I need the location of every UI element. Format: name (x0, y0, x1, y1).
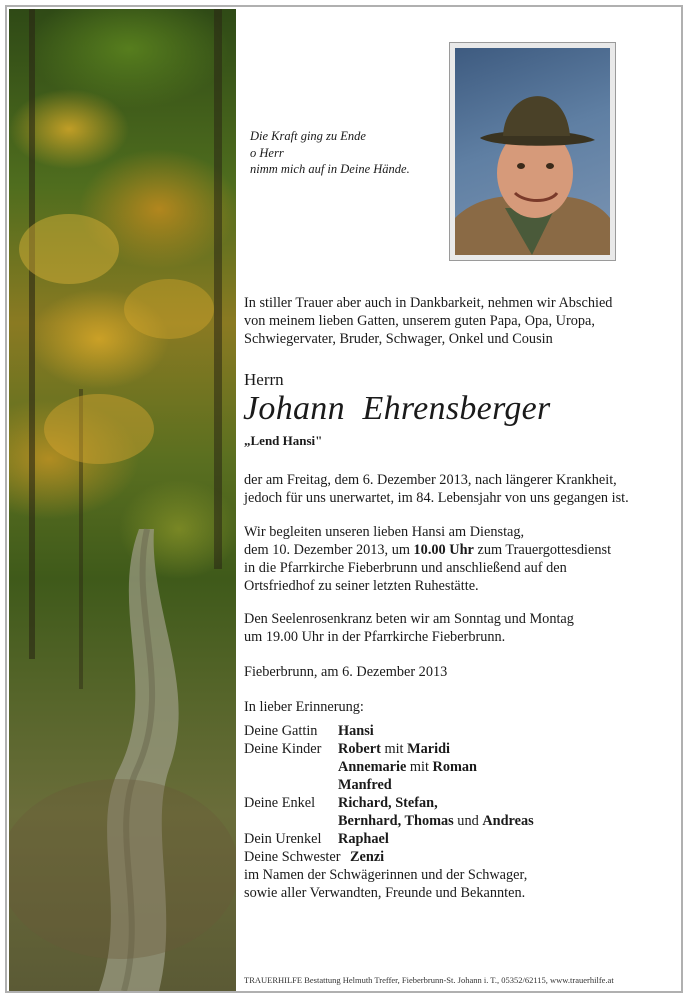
relative-name: Roman (432, 759, 477, 775)
verse (250, 128, 410, 178)
relative-name: Robert (338, 741, 381, 757)
funeral-line: in die Pfarrkirche Fieberbrunn und anschließend auf den (244, 560, 567, 576)
intro-line: von meinem lieben Gatten, unserem guten Papa, Opa, Uropa, (244, 313, 595, 329)
funeral-service: zum Trauergottesdienst (473, 542, 612, 558)
relative-name: Manfred (338, 777, 392, 793)
funeral-date: dem 10. Dezember 2013, um (244, 542, 414, 558)
relative-name: Maridi (407, 741, 450, 757)
intro-line: Schwiegervater, Bruder, Schwager, Onkel und Cousin (244, 331, 553, 347)
relative-names (338, 776, 392, 794)
verse-line: nimm mich auf in Deine Hände. (250, 162, 410, 176)
portrait-photo (455, 48, 610, 255)
relation-label: Deine Enkel (244, 795, 316, 811)
closing-line: sowie aller Verwandten, Freunde und Bekannten. (244, 885, 526, 901)
verse-line: Die Kraft ging zu Ende (250, 129, 366, 143)
closing-text (244, 866, 527, 902)
relative-names (338, 812, 534, 830)
intro-line: In stiller Trauer aber auch in Dankbarkeit, nehmen wir Abschied (244, 295, 613, 311)
relative-names (338, 794, 438, 812)
rosary-line: Den Seelenrosenkranz beten wir am Sonntag und Montag (244, 611, 574, 627)
verse-line: o Herr (250, 145, 284, 160)
connector: und (453, 813, 483, 829)
relative-names (338, 740, 450, 758)
death-notice (244, 471, 629, 507)
relative-name: Zenzi (350, 849, 385, 865)
funeral-time: 10.00 Uhr (413, 542, 474, 558)
death-line: der am Freitag, dem 6. Dezember 2013, nach längerer Krankheit, (244, 472, 617, 488)
relation-label: Dein Urenkel (244, 831, 322, 847)
last-name: Ehrensberger (362, 390, 551, 427)
nickname: „Lend Hansi" (244, 433, 323, 448)
footer-funeral-home: TRAUERHILFE Bestattung Helmuth Treffer, Fieberbrunn-St. Johann i. T., 05352/62115, www.trauerhilfe.at (244, 975, 614, 985)
portrait-frame (449, 42, 616, 261)
death-line: jedoch für uns unerwartet, im 84. Lebensjahr von uns gegangen ist. (244, 490, 629, 506)
relation-label: Deine Schwester (244, 849, 341, 865)
relative-names (338, 722, 374, 740)
relative-name: Annemarie (338, 759, 407, 775)
deceased-name (243, 390, 551, 428)
forest-path-photo (9, 9, 236, 991)
rosary-info (244, 610, 574, 646)
relative-names (350, 848, 384, 866)
relative-name: Bernhard, Thomas (338, 813, 454, 829)
rosary-line: um 19.00 Uhr in der Pfarrkirche Fieberbrunn. (244, 629, 506, 645)
connector: mit (406, 759, 433, 775)
funeral-line: Wir begleiten unseren lieben Hansi am Dienstag, (244, 524, 525, 540)
relative-name: Hansi (338, 723, 374, 739)
first-name: Johann (243, 390, 345, 427)
funeral-info (244, 523, 611, 595)
closing-line: im Namen der Schwägerinnen und der Schwager, (244, 867, 528, 883)
relation-label: Deine Gattin (244, 723, 318, 739)
place-date: Fieberbrunn, am 6. Dezember 2013 (244, 664, 448, 680)
relative-names (338, 830, 389, 848)
relative-name: Richard, Stefan, (338, 795, 438, 811)
relative-names (338, 758, 477, 776)
connector: mit (380, 741, 408, 757)
salutation: Herrn (244, 370, 284, 389)
funeral-line: Ortsfriedhof zu seiner letzten Ruhestätte. (244, 578, 479, 594)
relative-name: Andreas (482, 813, 534, 829)
funeral-line (244, 541, 611, 559)
relation-label: Deine Kinder (244, 741, 322, 757)
relative-name: Raphael (338, 831, 389, 847)
intro-text (244, 294, 612, 348)
memory-heading: In lieber Erinnerung: (244, 699, 364, 715)
